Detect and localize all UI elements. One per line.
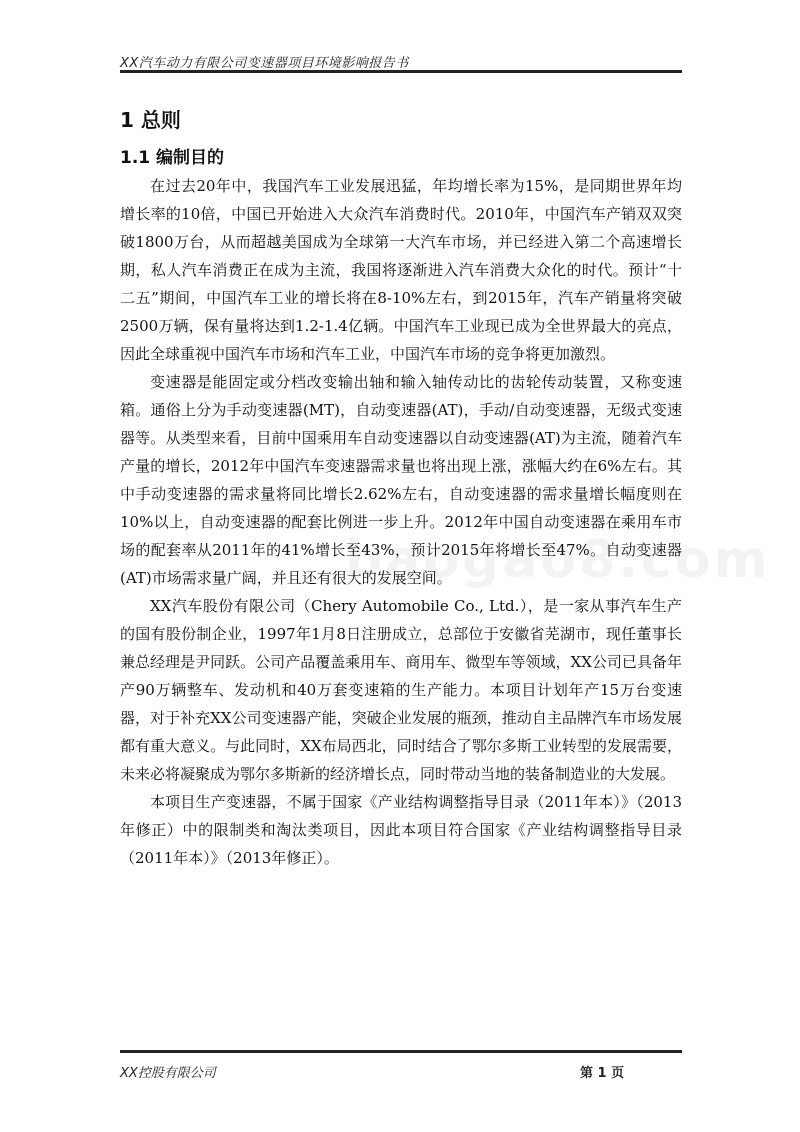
page-header-title: XX汽车动力有限公司变速器项目环境影响报告书	[120, 56, 409, 71]
subsection-heading: 1.1 编制目的	[120, 148, 225, 168]
footer-divider	[120, 1050, 682, 1053]
footer-company: XX控股有限公司	[120, 1066, 216, 1081]
section-heading: 1 总则	[120, 108, 181, 132]
body-text	[120, 172, 682, 872]
paragraph-2: 变速器是能固定或分档改变输出轴和输入轴传动比的齿轮传动装置，又称变速箱。通俗上分为手动变速器(MT)，自动变速器(AT)，手动/自动变速器，无级式变速器等。从类型来看，目前中国乘用车自动变速器以自动变速器(AT)为主流，随着汽车产量的增长，2012年中国汽车变速器需求量也将出现上涨，涨幅大约在6%左右。其中手动变速器的需求量将同比增长2.62%左右，自动变速器的需求量增长幅度则在10%以上，自动变速器的配套比例进一步上升。2012年中国自动变速器在乘用车市场的配套率从2011年的41%增长至43%，预计2015年将增长至47%。自动变速器(AT)市场需求量广阔，并且还有很大的发展空间。	[120, 373, 682, 587]
paragraph-3: XX汽车股份有限公司（Chery Automobile Co., Ltd.），是一家从事汽车生产的国有股份制企业，1997年1月8日注册成立，总部位于安徽省芜湖市，现任董事长兼总经理是尹同跃。公司产品覆盖乘用车、商用车、微型车等领域，XX公司已具备年产90万辆整车、发动机和40万套变速箱的生产能力。本项目计划年产15万台变速器，对于补充XX公司变速器产能，突破企业发展的瓶颈，推动自主品牌汽车市场发展都有重大意义。与此同时，XX布局西北，同时结合了鄂尔多斯工业转型的发展需要，未来必将凝聚成为鄂尔多斯新的经济增长点，同时带动当地的装备制造业的大发展。	[120, 597, 682, 783]
paragraph-1: 在过去20年中，我国汽车工业发展迅猛，年均增长率为15%，是同期世界年均增长率的10倍，中国已开始进入大众汽车消费时代。2010年，中国汽车产销双双突破1800万台，从而超越美国成为全球第一大汽车市场，并已经进入第二个高速增长期，私人汽车消费正在成为主流，我国将逐渐进入汽车消费大众化的时代。预计“十二五”期间，中国汽车工业的增长将在8-10%左右，到2015年，汽车产销量将突破2500万辆，保有量将达到1.2-1.4亿辆。中国汽车工业现已成为全世界最大的亮点，因此全球重视中国汽车市场和汽车工业，中国汽车市场的竞争将更加激烈。	[120, 177, 682, 363]
paragraph-4: 本项目生产变速器，不属于国家《产业结构调整指导目录（2011年本）》（2013年修正）中的限制类和淘汰类项目，因此本项目符合国家《产业结构调整指导目录（2011年本）》（2013年修正）。	[120, 793, 682, 867]
header-divider	[120, 70, 682, 73]
page-number: 第 1 页	[580, 1066, 625, 1081]
